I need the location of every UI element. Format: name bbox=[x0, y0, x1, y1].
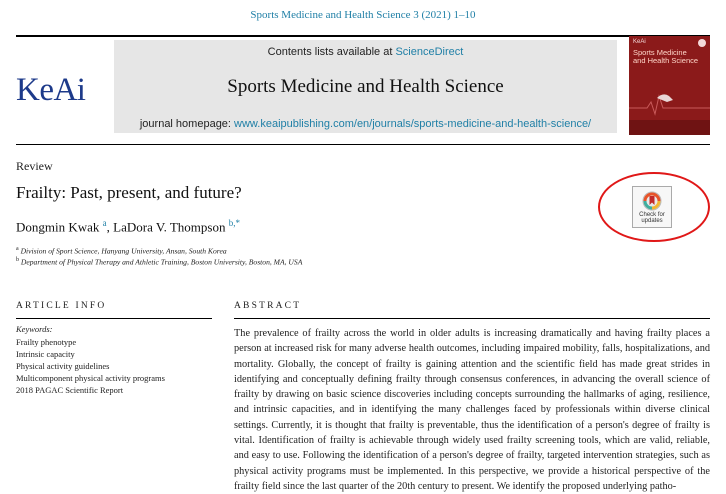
homepage-prefix: journal homepage: bbox=[139, 118, 235, 130]
author-name[interactable]: Dongmin Kwak bbox=[16, 219, 100, 235]
journal-title: Sports Medicine and Health Science bbox=[227, 76, 504, 97]
author-affiliation-marker[interactable]: b,* bbox=[228, 218, 240, 228]
header-top-rule bbox=[16, 35, 710, 37]
keywords-label: Keywords: bbox=[16, 324, 53, 334]
keyword-item[interactable]: 2018 PAGAC Scientific Report bbox=[16, 385, 124, 395]
author-affiliation-marker[interactable]: a bbox=[102, 218, 107, 228]
contents-prefix: Contents lists available at bbox=[267, 46, 396, 58]
keyword-item[interactable]: Frailty phenotype bbox=[16, 337, 77, 347]
badge-label-line1: Check for bbox=[639, 212, 665, 218]
publisher-logo: KeAi bbox=[16, 72, 86, 108]
header-bottom-rule bbox=[16, 144, 710, 145]
cover-title-line1: Sports Medicine bbox=[633, 48, 687, 57]
affiliation-text: Division of Sport Science, Hanyang University, Ansan, South Korea bbox=[20, 246, 227, 256]
author-separator: , bbox=[106, 219, 114, 235]
keyword-item[interactable]: Intrinsic capacity bbox=[16, 349, 75, 359]
keyword-item[interactable]: Physical activity guidelines bbox=[16, 361, 110, 371]
author-list bbox=[16, 218, 240, 235]
keyword-item[interactable]: Multicomponent physical activity programs bbox=[16, 373, 165, 383]
cover-title-line2: and Health Science bbox=[633, 56, 699, 65]
cover-publisher: KeAi bbox=[633, 39, 646, 45]
cover-artwork-icon bbox=[629, 36, 710, 135]
affiliation bbox=[16, 246, 227, 256]
article-info-rule bbox=[16, 318, 212, 319]
journal-banner bbox=[114, 40, 617, 133]
highlight-circle-annotation bbox=[598, 172, 710, 242]
abstract-body: The prevalence of frailty across the world in older adults is increasing dramatically and having frailty places a person at increased risk for many adverse health outcomes, including impaired mobility, falls, hospitalizations, and mortality. Globally, the concept of frailty is gaining attention and the scientific field has made great strides in identifying and conceptually defining frailty through consensus conferences, in advancing the overall science of frailty by drawing on basic science discoveries including concepts surrounding the hallmarks of aging, resilience, and intrinsic capacities, and in identifying the many challenges faced by professionals within diverse clinical settings. Currently, it is thought that frailty is preventable, thus the identification of a person's degree of frailty is vital. Identification of frailty is achievable through widely used frailty screening tools, which are valid, reliable, and easy to use. Following the identification of a person's degree of frailty, targeted intervention strategies, such as physical activity programs must be implemented. In this perspective, we provide a historical perspective of the frailty field since the last quarter of the 20th century to present. We identify the proposed underlying patho- bbox=[234, 328, 710, 492]
journal-cover-thumbnail[interactable] bbox=[629, 36, 710, 135]
article-info-heading: ARTICLE INFO bbox=[16, 301, 107, 311]
journal-homepage bbox=[114, 118, 617, 130]
abstract-rule bbox=[234, 318, 710, 319]
affiliation-text: Department of Physical Therapy and Athletic Training, Boston University, Boston, MA, USA bbox=[20, 257, 303, 267]
article-title: Frailty: Past, present, and future? bbox=[16, 183, 242, 202]
sciencedirect-link[interactable]: ScienceDirect bbox=[395, 46, 464, 58]
affiliation bbox=[16, 257, 302, 267]
badge-label-line2: updates bbox=[641, 218, 663, 224]
abstract-heading: ABSTRACT bbox=[234, 301, 302, 311]
article-type: Review bbox=[16, 159, 53, 173]
affiliation-marker: b bbox=[16, 257, 19, 263]
journal-citation[interactable]: Sports Medicine and Health Science 3 (2021) 1–10 bbox=[250, 9, 476, 21]
affiliation-marker: a bbox=[16, 246, 19, 252]
author-name[interactable]: LaDora V. Thompson bbox=[113, 219, 226, 235]
contents-availability bbox=[114, 46, 617, 58]
homepage-link[interactable]: www.keaipublishing.com/en/journals/sports-medicine-and-health-science/ bbox=[234, 118, 592, 130]
